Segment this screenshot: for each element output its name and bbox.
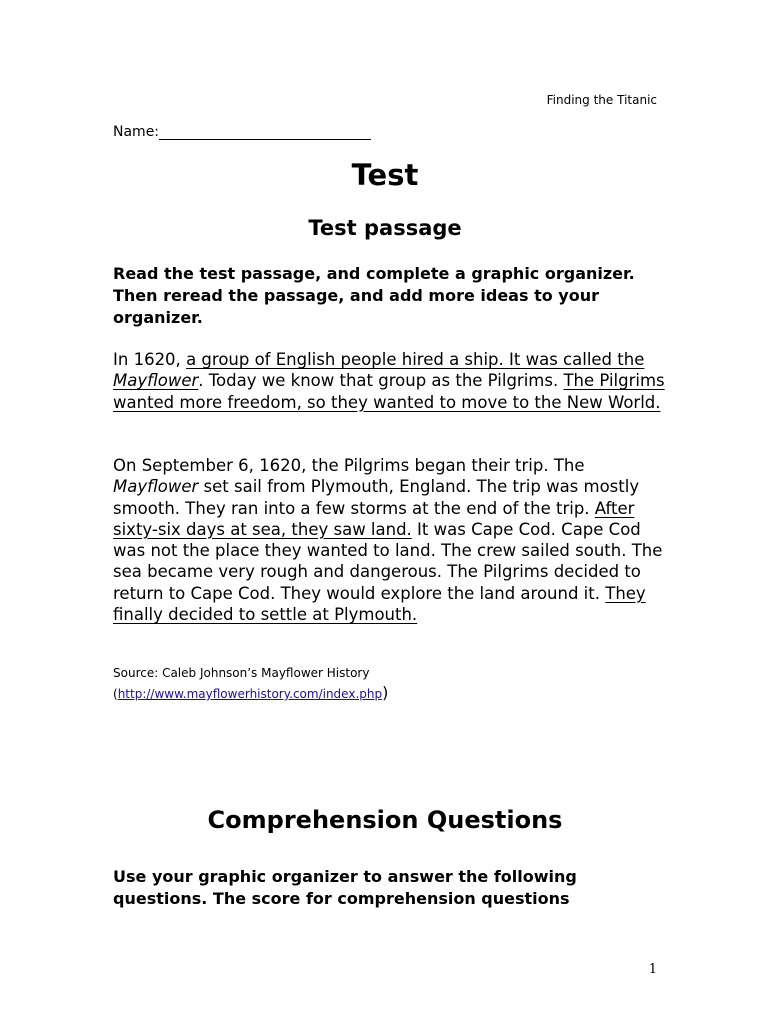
close-paren: ) xyxy=(382,683,389,702)
source-link[interactable]: http://www.mayflowerhistory.com/index.php xyxy=(117,687,383,701)
instructions: Read the test passage, and complete a graphic organizer. Then reread the passage, and add more ideas to your organizer. xyxy=(113,264,635,327)
p1-underline-2: The Pilgrims wanted more freedom, so they wanted to move to the New World. xyxy=(113,371,665,412)
comprehension-heading: Comprehension Questions xyxy=(207,806,563,834)
passage-paragraph-2 xyxy=(113,455,673,625)
p2-underline-1: After sixty-six days at sea, they saw land. xyxy=(113,498,635,539)
page-title: Test xyxy=(351,158,419,192)
p2-text-1: On September 6, 1620, the Pilgrims began their trip. The xyxy=(113,456,585,475)
page-number: 1 xyxy=(648,962,657,977)
name-blank-line xyxy=(159,123,371,140)
p2-text-3: It was Cape Cod. Cape Cod was not the place they wanted to land. The crew sailed south. The sea became very rough and dangerous. The Pilgrims decided to return to Cape Cod. They would explore the land around it. xyxy=(113,519,663,603)
source-link-line xyxy=(113,683,388,704)
p1-underline-italic: Mayflower xyxy=(113,371,199,391)
comprehension-instructions: Use your graphic organizer to answer the following questions. The score for comprehension questions xyxy=(113,867,577,908)
header-title: Finding the Titanic xyxy=(546,93,657,107)
p1-text-2: . Today we know that group as the Pilgrims. xyxy=(198,371,564,391)
p1-underline-1: a group of English people hired a ship. It was called the xyxy=(186,350,645,369)
source-label: Source: Caleb Johnson’s Mayflower History xyxy=(113,666,370,680)
open-paren: ( xyxy=(113,687,118,701)
p1-text-1: In 1620, xyxy=(113,350,187,369)
p2-italic: Mayflower xyxy=(113,477,199,497)
source-citation xyxy=(113,663,388,704)
passage-paragraph-1 xyxy=(113,349,673,413)
p2-underline-2: They finally decided to settle at Plymouth. xyxy=(113,583,646,625)
name-label: Name: xyxy=(113,124,160,140)
name-field xyxy=(113,123,371,140)
page-subtitle: Test passage xyxy=(308,216,462,240)
p2-text-2: set sail from Plymouth, England. The trip was mostly smooth. They ran into a few storms at the end of the trip. xyxy=(113,477,640,518)
